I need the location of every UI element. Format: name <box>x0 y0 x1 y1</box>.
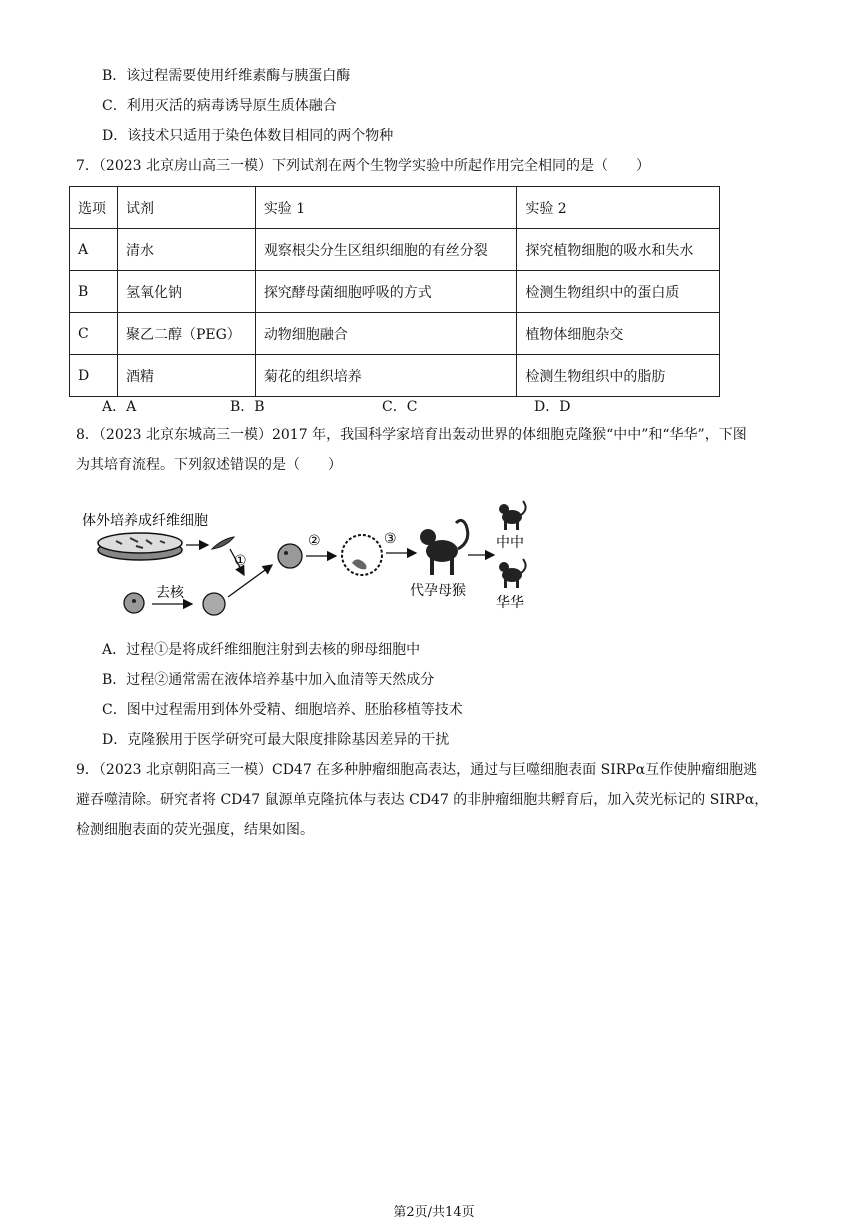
q7-stem: 7．（2023 北京房山高三一模）下列试剂在两个生物学实验中所起作用完全相同的是（ ） <box>76 158 650 174</box>
table-row <box>70 271 720 313</box>
enucleated-oocyte-icon <box>203 593 225 615</box>
table-row <box>70 313 720 355</box>
table-cell: 氢氧化钠 <box>117 271 255 313</box>
reconstructed-embryo-icon <box>278 544 302 568</box>
label-enucleate: 去核 <box>156 585 184 601</box>
label-surrogate: 代孕母猴 <box>410 583 466 599</box>
table-cell: 清水 <box>117 229 255 271</box>
cloning-flow-figure <box>76 497 536 623</box>
table-cell: 动物细胞融合 <box>255 313 517 355</box>
label-culture: 体外培养成纤维细胞 <box>82 513 208 529</box>
table-cell: D <box>70 355 118 397</box>
q6-option-c: C．利用灭活的病毒诱导原生质体融合 <box>102 98 337 114</box>
header-cell: 试剂 <box>117 187 255 229</box>
q9-line1: 9．（2023 北京朝阳高三一模）CD47 在多种肿瘤细胞高表达，通过与巨噬细胞表面 SIRPα互作使肿瘤细胞逃 <box>76 762 758 778</box>
table-cell: B <box>70 271 118 313</box>
table-cell: C <box>70 313 118 355</box>
q7-table <box>69 186 720 397</box>
step-3-label: ③ <box>384 531 397 547</box>
header-cell: 实验 1 <box>255 187 517 229</box>
page-footer: 第2页/共14页 <box>393 1205 475 1220</box>
q8-option-c: C．图中过程需用到体外受精、细胞培养、胚胎移植等技术 <box>102 702 463 718</box>
q8-stem-line1: 8．（2023 北京东城高三一模）2017 年，我国科学家培育出轰动世界的体细胞克隆猴“中中”和“华华”，下图 <box>76 427 747 443</box>
table-cell: 菊花的组织培养 <box>255 355 517 397</box>
q7-answer-b: B．B <box>230 399 265 415</box>
q6-option-b: B．该过程需要使用纤维素酶与胰蛋白酶 <box>102 68 351 84</box>
zhongzhong-monkey-icon <box>499 501 526 530</box>
header-cell: 选项 <box>70 187 118 229</box>
fibroblast-cell-icon <box>212 537 234 549</box>
label-huahua: 华华 <box>496 595 524 611</box>
table-cell: 探究酵母菌细胞呼吸的方式 <box>255 271 517 313</box>
q8-stem-line2: 为其培育流程。下列叙述错误的是（ ） <box>76 457 342 473</box>
table-header-row <box>70 187 720 229</box>
table-cell: 检测生物组织中的脂肪 <box>517 355 720 397</box>
q7-answer-c: C．C <box>382 399 418 415</box>
table-cell: A <box>70 229 118 271</box>
q9-line3: 检测细胞表面的荧光强度，结果如图。 <box>76 822 314 838</box>
surrogate-monkey-icon <box>420 520 468 575</box>
q6-option-d: D．该技术只适用于染色体数目相同的两个物种 <box>102 128 394 144</box>
petri-dish-icon <box>98 533 182 560</box>
header-cell: 实验 2 <box>517 187 720 229</box>
table-cell: 植物体细胞杂交 <box>517 313 720 355</box>
step-2-label: ② <box>308 533 321 549</box>
table-cell: 观察根尖分生区组织细胞的有丝分裂 <box>255 229 517 271</box>
q8-option-a: A．过程①是将成纤维细胞注射到去核的卵母细胞中 <box>102 642 421 658</box>
q8-option-b: B．过程②通常需在液体培养基中加入血清等天然成分 <box>102 672 435 688</box>
table-cell: 检测生物组织中的蛋白质 <box>517 271 720 313</box>
step-1-label: ① <box>234 553 247 569</box>
huahua-monkey-icon <box>499 559 526 588</box>
q7-answer-d: D．D <box>534 399 571 415</box>
table-row <box>70 229 720 271</box>
q8-option-d: D．克隆猴用于医学研究可最大限度排除基因差异的干扰 <box>102 732 450 748</box>
table-cell: 探究植物细胞的吸水和失水 <box>517 229 720 271</box>
q7-answer-a: A．A <box>102 399 137 415</box>
table-row <box>70 355 720 397</box>
label-zhongzhong: 中中 <box>496 535 524 551</box>
q9-line2: 避吞噬清除。研究者将 CD47 鼠源单克隆抗体与表达 CD47 的非肿瘤细胞共孵育后，加入荧光标记的 SIRPα， <box>76 792 769 808</box>
table-cell: 酒精 <box>117 355 255 397</box>
table-cell: 聚乙二醇（PEG） <box>117 313 255 355</box>
